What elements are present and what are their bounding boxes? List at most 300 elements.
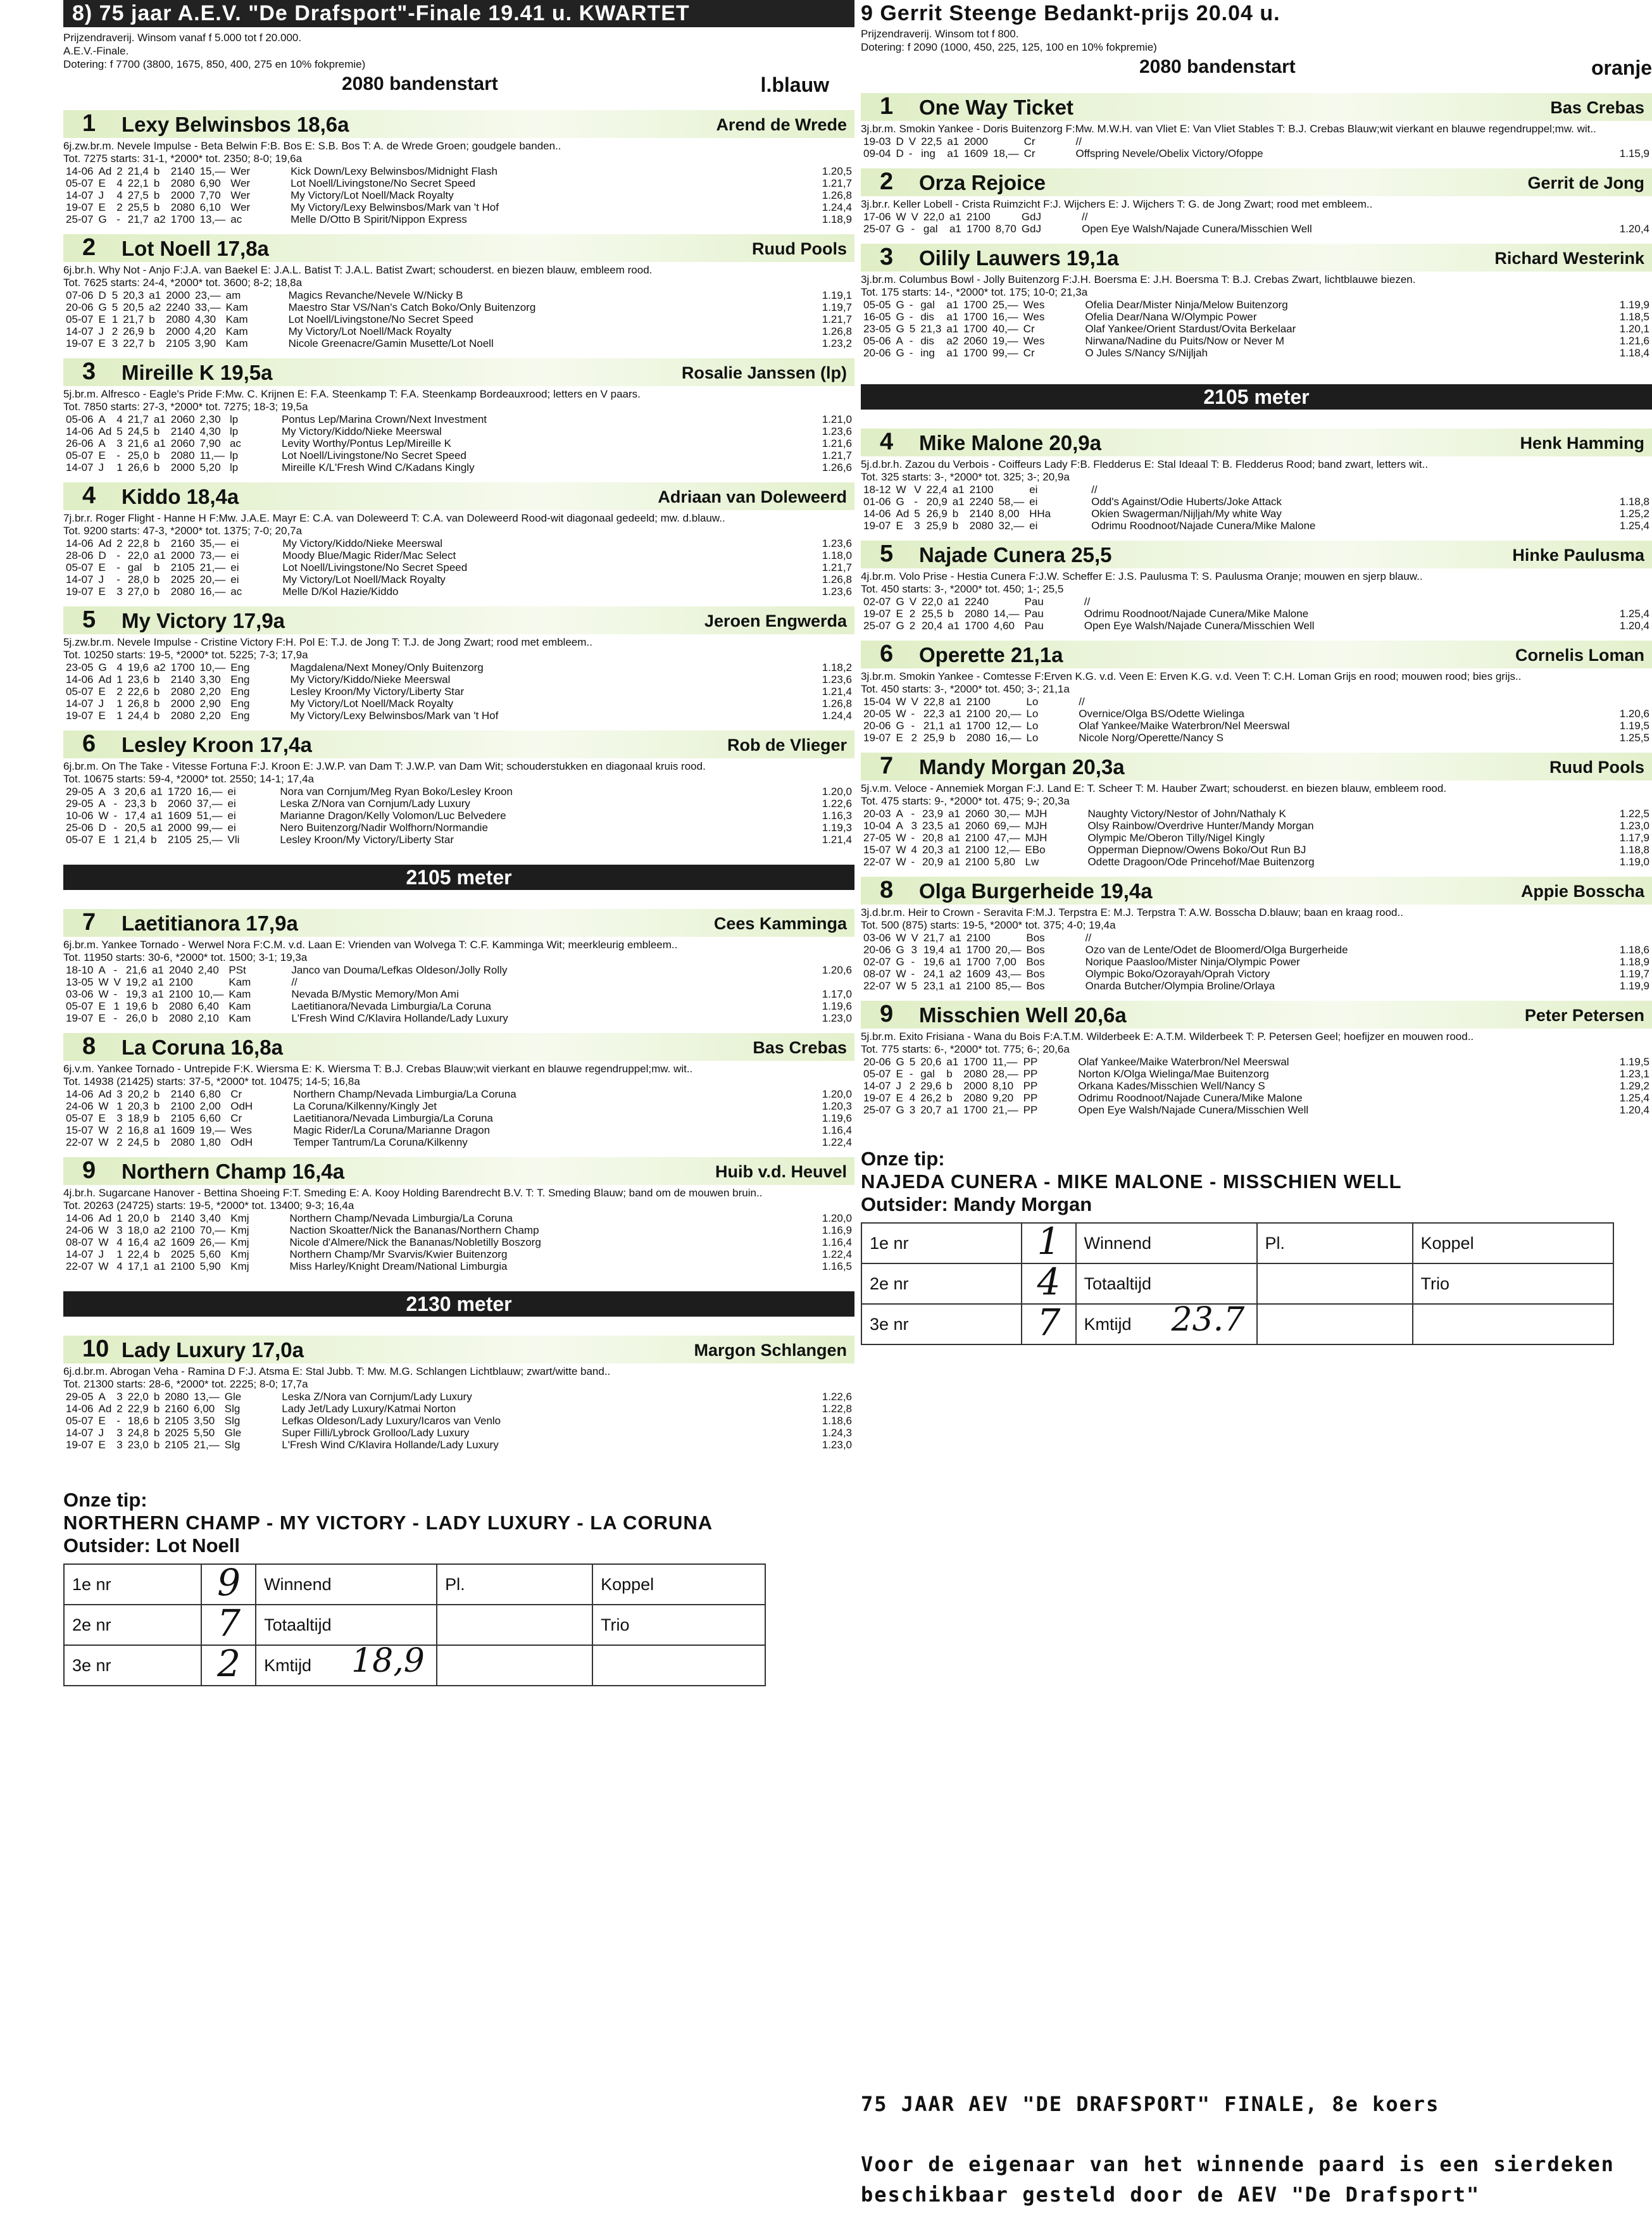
form-row [63,289,854,301]
form-cell: dis [920,335,934,347]
form-cell: 21,1 [923,720,944,732]
form-cell: 2080 [170,686,195,698]
form-cell: E [98,201,106,213]
form-cell: PP [1023,1068,1038,1080]
horse-pedigree: 5j.br.m. Exito Frisiana - Wana du Bois F:A.T.M. Wilderbeek E: A.T.M. Wilderbeek T: P. Petersen Geel; hoefijzer en mouwen rood.. [861,1031,1474,1043]
form-cell: 14-07 [66,573,94,586]
form-cell: 20,5 [125,822,146,834]
form-cell: W [896,708,906,720]
horse-entry [63,1033,854,1148]
horse-name: Operette 21,1a [919,643,1063,667]
form-cell: Moody Blue/Magic Rider/Mac Select [282,549,456,561]
form-cell: 08-07 [66,1236,94,1248]
form-cell: a1 [151,988,164,1000]
horse-name: Lady Luxury 17,0a [122,1338,304,1362]
form-cell: 26,6 [127,461,149,473]
left-column [63,0,854,1686]
horse-stats: Tot. 7625 starts: 24-4, *2000* tot. 3600; 8-2; 18,8a [63,277,303,289]
form-cell: 1.21,4 [822,834,852,846]
form-cell: 1.22,6 [822,798,852,810]
form-cell: lp [229,425,239,437]
form-row [861,1104,1652,1116]
form-cell: 1700 [965,620,989,632]
form-cell: 4 [911,844,917,856]
form-cell: 1.16,9 [822,1224,852,1236]
form-cell: E [896,1092,903,1104]
form-cell: 5 [111,289,118,301]
form-row [861,311,1652,323]
form-cell: Lo [1026,708,1039,720]
horse-number: 8 [880,877,894,903]
form-cell: 20,— [199,573,226,586]
form-row [63,1000,854,1012]
form-row [861,608,1652,620]
form-cell: 05-05 [863,299,891,311]
form-cell: b [151,1000,158,1012]
form-cell: 1 [116,1248,123,1260]
score-row [861,1304,1613,1344]
score-label-text: Winnend [264,1574,332,1594]
form-row [861,299,1652,311]
form-cell: Nicole Norg/Operette/Nancy S [1079,732,1223,744]
form-cell: Offspring Nevele/Obelix Victory/Ofoppe [1075,147,1263,160]
form-cell: 32,— [998,520,1025,532]
form-cell: 19,— [992,335,1018,347]
horse-entry [63,730,854,846]
form-cell: 05-07 [66,1415,94,1427]
meta-line: Dotering: f 7700 (3800, 1675, 850, 400, 275 en 10% fokpremie) [63,58,366,70]
form-cell: 2240 [965,596,989,608]
form-cell: 2060 [170,413,195,425]
form-cell: 8,10 [992,1080,1014,1092]
form-cell: b [151,798,157,810]
form-cell: My Victory/Lot Noell/Mack Royalty [288,325,452,337]
form-cell: 20-05 [863,708,891,720]
form-cell: 21,6 [125,964,147,976]
handwritten-cell [1022,1260,1076,1304]
form-cell: J [98,1248,104,1260]
form-cell: 1.18,2 [822,661,852,674]
form-cell: G [896,323,904,335]
form-cell: 2140 [170,425,195,437]
form-cell: 1.22,4 [822,1136,852,1148]
form-cell: - [911,856,915,868]
score-mid [1257,1263,1413,1304]
form-cell: 2000 [170,461,195,473]
form-cell: - [909,335,913,347]
form-cell: Eng [230,661,250,674]
form-cell: V [909,596,917,608]
form-cell: b [153,1427,160,1439]
driver-name: Ruud Pools [1549,758,1644,777]
form-cell: 2140 [170,1088,195,1100]
form-cell: 22,0 [127,549,149,561]
form-cell: b [153,201,160,213]
horse-header [861,429,1652,456]
score-label-text: Totaaltijd [264,1615,332,1634]
horse-entry [861,877,1652,992]
form-cell: MJH [1025,832,1048,844]
form-cell: 3 [116,437,123,449]
horse-number: 7 [82,909,96,936]
form-cell: a1 [151,976,164,988]
form-cell: 7,00 [995,956,1017,968]
form-table [63,1088,854,1148]
form-cell: b [153,165,160,177]
form-cell: 11,— [199,449,225,461]
form-cell: 1.22,5 [1619,808,1649,820]
form-cell: Wer [230,189,251,201]
form-cell: Wer [230,165,251,177]
form-cell: 2000 [166,325,191,337]
handwritten-cell [201,1561,256,1605]
form-cell: 1609 [170,1124,195,1136]
score-row [861,1263,1613,1304]
form-cell: Kam [228,1012,251,1024]
horse-name: Lot Noell 17,8a [122,237,269,260]
horse-header [63,730,854,758]
form-cell: 19,3 [125,988,147,1000]
form-cell: Kmj [230,1212,249,1224]
form-cell: Lefkas Oldeson/Lady Luxury/Icaros van Venlo [282,1415,501,1427]
form-cell: E [98,313,106,325]
form-row [861,1056,1652,1068]
form-cell: 4 [116,1236,123,1248]
form-cell: A [896,808,903,820]
form-cell: W [98,1236,109,1248]
form-cell: 05-07 [66,313,94,325]
form-cell: b [153,1248,160,1260]
form-cell: Overnice/Olga BS/Odette Wielinga [1079,708,1245,720]
form-cell: 2080 [170,449,195,461]
form-cell: 1 [116,674,123,686]
form-cell: 03-06 [863,932,891,944]
form-table [861,696,1652,744]
form-cell: b [153,573,160,586]
form-cell: 1.22,4 [822,1248,852,1260]
form-cell: 40,— [992,323,1018,335]
form-cell: 3,90 [195,337,216,349]
form-cell: Eng [230,686,250,698]
horse-header [861,753,1652,780]
form-cell: 25,9 [926,520,948,532]
form-cell: Bos [1026,968,1045,980]
form-cell: - [116,549,120,561]
form-cell: 1700 [963,347,988,359]
form-cell: b [149,313,155,325]
form-row [63,437,854,449]
score-label-text: Totaaltijd [1084,1274,1152,1293]
form-cell: 18,9 [127,1112,149,1124]
form-cell: 22,7 [123,337,144,349]
form-cell: 1.20,6 [1619,708,1649,720]
form-cell: a1 [153,437,166,449]
form-cell: W [98,1260,109,1272]
form-cell: 14-07 [863,1080,891,1092]
form-cell: PP [1023,1104,1038,1116]
form-cell: G [896,956,904,968]
form-cell: 19,4 [923,944,944,956]
form-cell: 3 [116,1224,123,1236]
form-cell: A [98,964,106,976]
form-cell: 99,— [196,822,223,834]
form-cell: a1 [948,856,961,868]
form-cell: // [1082,211,1088,223]
form-row [63,1012,854,1024]
form-cell: 6,40 [197,1000,219,1012]
form-cell: Odrimu Roodnoot/Najade Cunera/Mike Malone [1084,608,1309,620]
form-cell: 20,4 [922,620,943,632]
form-cell: 21,4 [125,834,146,846]
form-row [63,674,854,686]
horse-list [63,110,854,846]
form-cell: A [98,786,106,798]
horse-number: 3 [880,244,894,270]
form-cell: 2 [116,165,123,177]
form-cell: b [153,1136,160,1148]
form-cell: Nicole d'Almere/Nick the Bananas/Nobletilly Boszorg [289,1236,541,1248]
form-cell: 2160 [165,1403,189,1415]
form-cell: 14-07 [66,325,94,337]
form-cell: W [896,968,906,980]
form-cell: Lo [1026,720,1039,732]
form-cell: 20,3 [127,1100,149,1112]
form-row [63,686,854,698]
form-cell: 8,00 [998,508,1020,520]
form-cell: 22-07 [66,1260,94,1272]
form-cell: 23,9 [922,808,944,820]
score-mid [437,1605,592,1645]
form-cell: Maestro Star VS/Nan's Catch Boko/Only Buitenzorg [288,301,536,313]
form-cell: 25,5 [922,608,943,620]
form-cell: 35,— [199,537,226,549]
form-cell: Kam [225,301,248,313]
form-cell: Ad [98,1088,112,1100]
form-cell: Kmj [230,1224,249,1236]
form-cell: 4 [116,413,123,425]
form-row [861,323,1652,335]
form-cell: Wes [230,1124,252,1136]
form-cell: 3 [111,337,118,349]
form-cell: 2060 [965,808,989,820]
horse-number: 5 [82,606,96,633]
form-cell: 13,— [194,1391,220,1403]
tip-heading: Onze tip: [861,1148,945,1170]
form-cell: 19-07 [66,337,94,349]
form-cell: Pau [1024,596,1044,608]
form-cell: Odd's Against/Odie Huberts/Joke Attack [1091,496,1282,508]
form-cell: Eng [230,710,250,722]
form-row [63,964,854,976]
form-cell: 1.18,0 [822,549,852,561]
form-cell: 4,30 [199,425,221,437]
form-cell: 20,6 [125,786,146,798]
form-cell: 10,— [199,661,226,674]
horse-pedigree: 4j.br.m. Volo Prise - Hestia Cunera F:J.W. Scheffer E: J.S. Paulusma T: S. Paulusma Oranje; mouwen en sjerp blauw.. [861,570,1423,582]
form-cell: a1 [948,596,960,608]
form-cell: 02-07 [863,956,891,968]
form-cell: - [113,810,118,822]
form-row [861,223,1652,235]
horse-header [861,1001,1652,1029]
form-cell: 15,— [199,165,226,177]
form-cell: 08-07 [863,968,891,980]
form-cell: O Jules S/Nancy S/Nijljah [1085,347,1208,359]
form-row [861,1092,1652,1104]
form-cell: G [896,620,904,632]
form-cell: a1 [946,299,959,311]
form-cell: - [911,968,915,980]
form-cell: Norton K/Olga Wielinga/Mae Buitenzorg [1078,1068,1269,1080]
start-label: 2080 bandenstart [1139,56,1296,77]
score-label-text: Kmtijd [1084,1314,1132,1334]
form-cell: Cr [1023,135,1036,147]
form-cell: A [98,413,106,425]
form-row [63,1112,854,1124]
form-cell: 4 [116,661,123,674]
form-cell: 9,20 [992,1092,1014,1104]
form-cell: 1.20,0 [822,786,852,798]
form-cell: MJH [1025,820,1048,832]
form-row [861,708,1652,720]
form-cell: Super Filli/Lybrock Grolloo/Lady Luxury [282,1427,470,1439]
driver-name: Peter Petersen [1524,1006,1644,1025]
form-cell: 19-07 [863,608,891,620]
score-right: Koppel [1413,1223,1614,1263]
form-cell: 14-07 [66,1427,94,1439]
tip-outsider: Outsider: Mandy Morgan [861,1193,1092,1215]
form-cell: 21,— [992,1104,1018,1116]
horse-pedigree: 6j.br.h. Why Not - Anjo F:J.A. van Baekel E: J.A.L. Batist T: J.A.L. Batist Zwart; schouderst. en biezen blauw, embleem rood. [63,264,653,276]
form-cell: Marianne Dragon/Kelly Volomon/Luc Belvedere [280,810,506,822]
form-cell: Kam [228,1000,251,1012]
form-cell: a1 [948,620,960,632]
form-row [861,1080,1652,1092]
form-cell: a1 [947,147,960,160]
horse-pedigree: 6j.br.m. Yankee Tornado - Werwel Nora F:C.M. v.d. Laan E: Vrienden van Wolvega T: C.F. Kamminga Wit; meerkleurig embleem.. [63,939,678,951]
form-cell: 73,— [199,549,226,561]
form-row [63,1439,854,1451]
form-cell: 1.25,5 [1619,732,1649,744]
form-cell: 3 [116,1391,123,1403]
horse-stats: Tot. 450 starts: 3-, *2000* tot. 450; 1-; 25,5 [861,583,1064,595]
form-cell: 1.17,0 [822,988,852,1000]
form-cell: 2105 [170,561,195,573]
form-row [861,944,1652,956]
horse-number: 9 [82,1157,96,1184]
form-cell: Kick Down/Lexy Belwinsbos/Midnight Flash [291,165,498,177]
form-cell: 2025 [165,1427,189,1439]
form-cell: G [896,596,904,608]
footer-note: Voor de eigenaar van het winnende paard is een sierdeken [861,2152,1615,2176]
horse-list [63,1336,854,1451]
form-cell: 1.29,2 [1619,1080,1649,1092]
form-cell: 21,— [194,1439,220,1451]
form-cell: 1 [116,1100,123,1112]
form-cell: 70,— [199,1224,226,1236]
form-cell: 21,6 [127,437,149,449]
score-mid: Pl. [437,1564,592,1605]
form-row [861,496,1652,508]
form-cell: a2 [153,213,166,225]
form-cell [1617,211,1652,223]
form-cell: 25,0 [127,449,149,461]
form-cell: HHa [1029,508,1051,520]
form-cell: Lw [1025,856,1039,868]
form-cell: 20-06 [863,347,891,359]
driver-name: Hinke Paulusma [1512,546,1644,565]
form-cell: W [896,211,906,223]
horse-header [861,93,1652,121]
form-cell: My Victory/Lexy Belwinsbos/Mark van 't Hof [290,710,499,722]
form-cell: 2105 [166,337,191,349]
form-cell: 22,1 [127,177,149,189]
form-cell [820,976,854,988]
form-cell: 2100 [965,832,989,844]
form-cell: 23,5 [922,820,944,832]
form-cell: b [946,1092,953,1104]
form-cell: Laetitianora/Nevada Limburgia/La Coruna [293,1112,493,1124]
form-cell: a1 [151,810,163,822]
form-cell: 2 [116,1136,123,1148]
form-cell: 2080 [170,201,195,213]
horse-pedigree: 3j.d.br.m. Heir to Crown - Seravita F:M.J. Terpstra E: M.J. Terpstra T: A.W. Bosscha D.blauw; baan en kraag rood.. [861,906,1403,918]
race-title: 8) 75 jaar A.E.V. "De Drafsport"-Finale 19.41 u. KWARTET [63,0,854,27]
form-cell: 5 [111,301,118,313]
form-cell: 1700 [966,223,991,235]
form-cell: W [98,1224,109,1236]
horse-stats: Tot. 325 starts: 3-, *2000* tot. 325; 3-; 20,9a [861,471,1070,483]
form-cell: 25-07 [863,223,891,235]
horse-number: 3 [82,358,96,385]
form-cell: 2000 [170,549,195,561]
form-cell: 16,4 [127,1236,149,1248]
form-table [63,964,854,1024]
form-cell [991,596,1022,608]
form-row [861,980,1652,992]
form-table [861,484,1652,532]
form-cell: 26,9 [123,325,144,337]
form-row [63,834,854,846]
form-cell: 26-06 [66,437,94,449]
form-cell: 2080 [170,710,195,722]
form-table [861,932,1652,992]
form-cell: a1 [949,956,961,968]
form-cell: a1 [948,820,961,832]
meta-line: Prijzendraverij. Winsom tot f 800. [861,28,1019,40]
form-row [861,968,1652,980]
form-cell: 2100 [966,980,991,992]
form-table [861,135,1652,160]
score-right: Koppel [592,1564,765,1605]
driver-name: Bas Crebas [753,1038,847,1057]
form-cell: a1 [153,413,166,425]
form-cell: 1.26,6 [822,461,852,473]
form-cell: 2000 [963,1080,988,1092]
form-cell: 11,— [992,1056,1018,1068]
form-cell: b [952,520,959,532]
handwritten-cell [1022,1301,1076,1344]
form-cell: 2100 [965,844,989,856]
form-cell: 2 [909,608,916,620]
form-cell: Ad [98,1403,112,1415]
form-cell: 22,0 [127,1391,149,1403]
horse-number: 1 [880,93,894,120]
form-cell: 19-07 [66,710,94,722]
form-cell: 47,— [994,832,1020,844]
form-cell: D [98,822,106,834]
form-cell: 14-06 [66,425,94,437]
